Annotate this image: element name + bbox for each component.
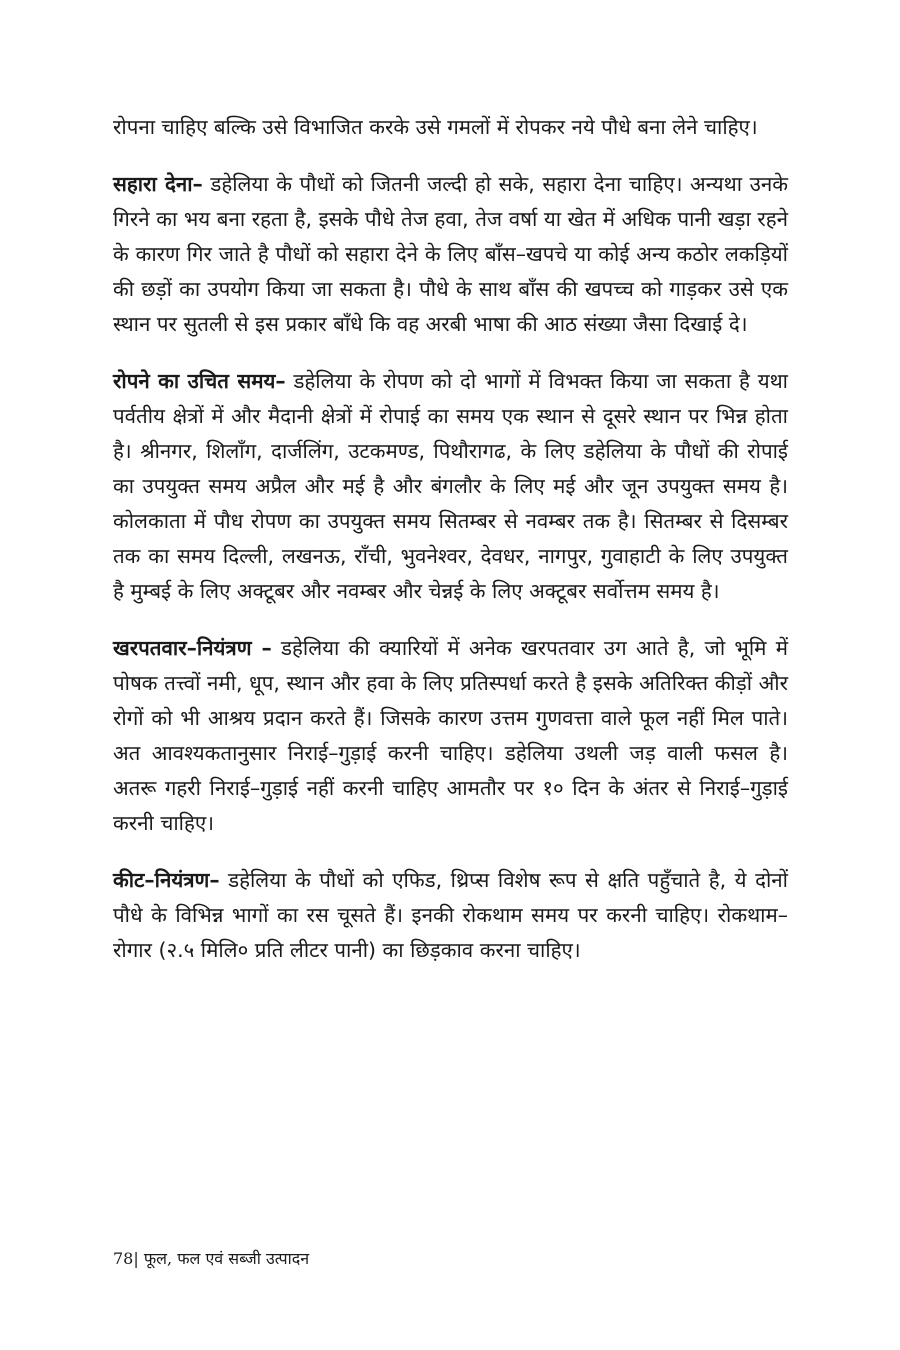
paragraph-heading: सहारा देना–	[113, 172, 203, 196]
paragraph-kharpatwar-niyantran	[113, 631, 788, 841]
page-number: 78|	[113, 1249, 139, 1268]
paragraph-sahara-dena	[113, 167, 788, 342]
paragraph-keet-niyantran	[113, 863, 788, 968]
paragraph-heading: रोपने का उचित समय–	[113, 369, 286, 393]
paragraph-heading: खरपतवार–नियंत्रण –	[113, 636, 272, 660]
paragraph-text: डहेलिया के पौधों को एफिड, थ्रिप्स विशेष रूप से क्षति पहुँचाते है, ये दोनों पौधे के विभिन्न भागों का रस चूसते हैं। इनकी रोकथाम समय पर करनी चाहिए। रोकथाम– रोगार (२.५ मिलि० प्रति लीटर पानी) का छिड़काव करना चाहिए।	[113, 868, 788, 962]
paragraph-ropne-ka-samay	[113, 364, 788, 609]
book-title: फूल, फल एवं सब्जी उत्पादन	[138, 1249, 310, 1268]
paragraph-text: रोपना चाहिए बल्कि उसे विभाजित करके उसे गमलों में रोपकर नये पौधे बना लेने चाहिए।	[113, 115, 758, 139]
paragraph-text: डहेलिया की क्यारियों में अनेक खरपतवार उग आते है, जो भूमि में पोषक तत्त्वों नमी, धूप, स्थान और हवा के लिए प्रतिस्पर्धा करते है इसके अतिरिक्त कीड़ों और रोगों को भी आश्रय प्रदान करते हैं। जिसके कारण उत्तम गुणवत्ता वाले फूल नहीं मिल पाते। अत आवश्यकतानुसार निराई–गुड़ाई करनी चाहिए। डहेलिया उथली जड़ वाली फसल है। अतरू गहरी निराई–गुड़ाई नहीं करनी चाहिए आमतौर पर १० दिन के अंतर से निराई–गुड़ाई करनी चाहिए।	[113, 636, 788, 835]
paragraph-continuation	[113, 110, 788, 145]
paragraph-heading: कीट–नियंत्रण–	[113, 868, 220, 892]
page-footer	[113, 1248, 309, 1270]
paragraph-text: डहेलिया के रोपण को दो भागों में विभक्त किया जा सकता है यथा पर्वतीय क्षेत्रों में और मैदानी क्षेत्रों में रोपाई का समय एक स्थान से दूसरे स्थान पर भिन्न होता है। श्रीनगर, शिलाँग, दार्जलिंग, उटकमण्ड, पिथौरागढ, के लिए डहेलिया के पौधों की रोपाई का उपयुक्त समय अप्रैल और मई है और बंगलौर के लिए मई और जून उपयुक्त समय है। कोलकाता में पौध रोपण का उपयुक्त समय सितम्बर से नवम्बर तक है। सितम्बर से दिसम्बर तक का समय दिल्ली, लखनऊ, राँची, भुवनेश्वर, देवधर, नागपुर, गुवाहाटी के लिए उपयुक्त है मुम्बई के लिए अक्टूबर और नवम्बर और चेन्नई के लिए अक्टूबर सर्वोत्तम समय है।	[113, 369, 788, 603]
paragraph-text: डहेलिया के पौधों को जितनी जल्दी हो सके, सहारा देना चाहिए। अन्यथा उनके गिरने का भय बना रहता है, इसके पौधे तेज हवा, तेज वर्षा या खेत में अधिक पानी खड़ा रहने के कारण गिर जाते है पौधों को सहारा देने के लिए बाँस–खपचे या कोई अन्य कठोर लकड़ियों की छड़ों का उपयोग किया जा सकता है। पौधे के साथ बाँस की खपच्च को गाड़कर उसे एक स्थान पर सुतली से इस प्रकार बाँधे कि वह अरबी भाषा की आठ संख्या जैसा दिखाई दे।	[113, 172, 788, 336]
page-body	[113, 110, 788, 990]
